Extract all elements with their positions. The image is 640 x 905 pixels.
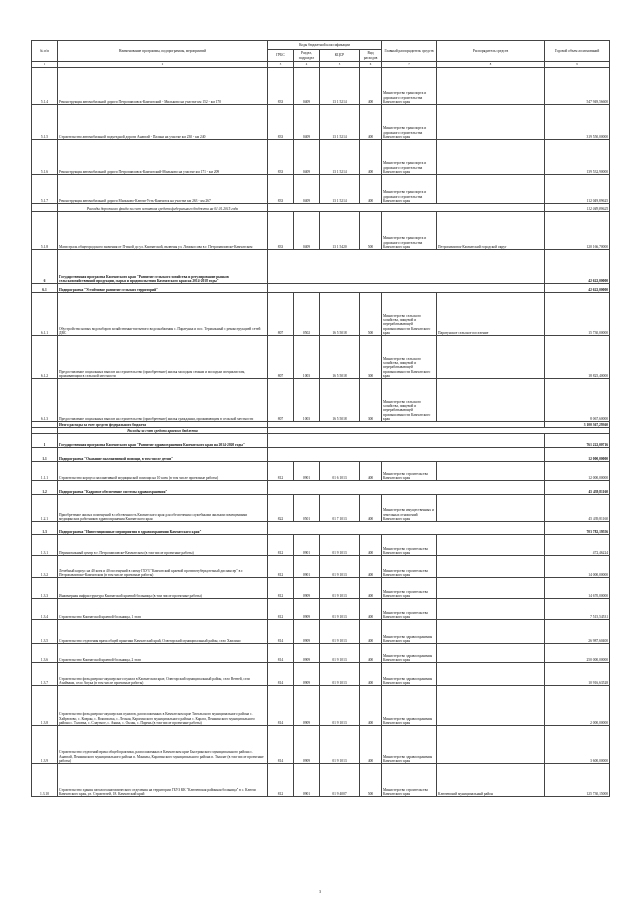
row-vr: 400 <box>360 620 382 644</box>
row-razdel: 0909 <box>294 599 320 620</box>
col-header-num: № п/п <box>32 41 58 62</box>
row-number: 6.1.1 <box>32 293 58 336</box>
row-name: Перинатальный центр в г. Петропавловске-Камчатском (в том числе проектные работы) <box>58 535 268 556</box>
row-empty <box>268 448 545 462</box>
row-grbs: 812 <box>268 599 294 620</box>
row-empty <box>268 434 545 448</box>
row-name: Предоставление социальных выплат на строительство (приобретение) жилья гражданам, проживающим в сельской местности <box>58 379 268 422</box>
row-number: 6.1.3 <box>32 379 58 422</box>
row-amount: 547 949,56600 <box>545 68 610 105</box>
row-total-amount: 3 100 367,29360 <box>545 422 610 428</box>
row-kcsr: 01 9 4007 <box>320 764 360 797</box>
row-recipient <box>437 686 545 726</box>
budget-table-page <box>31 40 609 797</box>
row-number: 5.1.5 <box>32 105 58 140</box>
row-razdel: 0409 <box>294 175 320 204</box>
col-header-kbk-group: Коды бюджетной классификации <box>268 41 382 50</box>
row-kcsr: 01 9 1013 <box>320 620 360 644</box>
row-number: 5.1.4 <box>32 68 58 105</box>
row-kcsr: 13 1 5214 <box>320 105 360 140</box>
row-empty <box>268 284 545 293</box>
row-vr: 300 <box>360 379 382 422</box>
row-amount: 7 515,54531 <box>545 599 610 620</box>
row-vr: 400 <box>360 644 382 663</box>
table-row <box>32 764 610 797</box>
row-amount: 2 000,00000 <box>545 686 610 726</box>
row-distributor: Министерство строительства Камчатского края <box>382 764 437 797</box>
row-number: 5.1.7 <box>32 175 58 204</box>
row-name: Подпрограмма "Оказание паллиативной помощи, в том числе детям" <box>58 448 268 462</box>
row-amount: 14 670,00000 <box>545 578 610 599</box>
table-row <box>32 68 610 105</box>
table-row <box>32 250 610 284</box>
row-number: 1 <box>32 434 58 448</box>
table-row <box>32 175 610 204</box>
budget-table <box>31 40 610 797</box>
row-grbs: 814 <box>268 726 294 764</box>
row-name: Строительство Камчатской краевой больницы, 1 этап <box>58 599 268 620</box>
row-grbs: 814 <box>268 620 294 644</box>
row-number: 1.3.9 <box>32 726 58 764</box>
table-row <box>32 284 610 293</box>
row-grbs: 833 <box>268 175 294 204</box>
row-number: 1.1.1 <box>32 462 58 481</box>
table-row <box>32 522 610 535</box>
table-row <box>32 434 610 448</box>
row-name: Подпрограмма "Устойчивое развитие сельских территорий" <box>58 284 268 293</box>
row-name: Предоставление социальных выплат на строительство (приобретение) жилья молодым семьям и молодым специалистам, проживающим в сельской местности <box>58 336 268 379</box>
row-number: 1.3.7 <box>32 663 58 686</box>
row-grbs: 807 <box>268 336 294 379</box>
row-distributor: Министерство сельского хозяйства, пищевой и перерабатывающей промышленности Камчатского края <box>382 293 437 336</box>
column-index: 8 <box>437 62 545 68</box>
row-empty <box>32 204 58 212</box>
row-vr: 400 <box>360 140 382 175</box>
row-grbs: 812 <box>268 764 294 797</box>
row-razdel: 0409 <box>294 212 320 250</box>
row-razdel: 0901 <box>294 764 320 797</box>
row-distributor: Министерство строительства Камчатского края <box>382 462 437 481</box>
col-header-kcsr: КЦСР <box>320 50 360 62</box>
row-grbs: 833 <box>268 68 294 105</box>
row-vr: 400 <box>360 535 382 556</box>
row-vr: 400 <box>360 599 382 620</box>
row-kcsr: 01 9 1013 <box>320 663 360 686</box>
row-name: Строительство отделения врача общей практики Камчатский край, Олюторский муниципальный район, село Хаилино <box>58 620 268 644</box>
table-row <box>32 481 610 495</box>
row-kcsr: 01 9 1013 <box>320 556 360 578</box>
row-distributor: Министерство строительства Камчатского края <box>382 599 437 620</box>
table-row <box>32 726 610 764</box>
row-name: Строительство автомобильной подъездной дороги Анавгай - Палана на участке км 230 - км 240 <box>58 105 268 140</box>
row-number: 6.1.2 <box>32 336 58 379</box>
row-amount: 3 600,00000 <box>545 726 610 764</box>
table-row <box>32 495 610 522</box>
row-amount: 18 825,40000 <box>545 336 610 379</box>
row-recipient <box>437 379 545 422</box>
row-number: 1.3.5 <box>32 620 58 644</box>
row-vr: 300 <box>360 336 382 379</box>
table-row <box>32 204 610 212</box>
row-grbs: 814 <box>268 644 294 663</box>
row-amount: 12 000,00000 <box>545 448 610 462</box>
row-razdel: 0909 <box>294 578 320 599</box>
row-vr: 400 <box>360 726 382 764</box>
row-distributor: Министерство строительства Камчатского края <box>382 556 437 578</box>
row-distributor: Министерство здравоохранения Камчатского края <box>382 620 437 644</box>
row-name: Строительство Камчатской краевой больницы, 2 этап <box>58 644 268 663</box>
row-razdel: 0409 <box>294 68 320 105</box>
row-distributor: Министерство транспорта и дорожного строительства Камчатского края <box>382 105 437 140</box>
row-kcsr: 01 7 1013 <box>320 495 360 522</box>
row-name: Строительство фельдшерско-акушерского пункта в Камчатском крае, Олюторский муниципальный район, село Ветвей, село Ачайваям, село Апука (в том числе проектные работы) <box>58 663 268 686</box>
table-row <box>32 578 610 599</box>
row-vr: 500 <box>360 764 382 797</box>
row-number: 1.3.8 <box>32 686 58 726</box>
row-kcsr: 01 9 1013 <box>320 644 360 663</box>
row-razdel: 0501 <box>294 495 320 522</box>
row-vr: 400 <box>360 175 382 204</box>
row-distributor: Министерство сельского хозяйства, пищевой и перерабатывающей промышленности Камчатского края <box>382 336 437 379</box>
row-empty <box>268 522 545 535</box>
row-name: Подпрограмма "Кадровое обеспечение системы здравоохранения" <box>58 481 268 495</box>
row-name: Строительство отделений врача общей практики, расположенных в Камчатском крае Быстринского муниципального района с. Анавгай, Пенжинского муниципального района п. Манилы, Карагинского муниципального района п. Тымлат (в том числе проектные работы) <box>58 726 268 764</box>
table-row <box>32 379 610 422</box>
row-section-title: Расходы за счет средств краевого бюджета <box>58 428 268 434</box>
row-vr: 400 <box>360 68 382 105</box>
table-row <box>32 556 610 578</box>
row-distributor: Министерство здравоохранения Камчатского края <box>382 644 437 663</box>
row-number: 1.3.10 <box>32 764 58 797</box>
table-row <box>32 140 610 175</box>
row-razdel: 1003 <box>294 336 320 379</box>
column-index: 6 <box>360 62 382 68</box>
row-distributor: Министерство транспорта и дорожного строительства Камчатского края <box>382 68 437 105</box>
row-number: 5.1.6 <box>32 140 58 175</box>
row-vr: 400 <box>360 578 382 599</box>
row-recipient <box>437 105 545 140</box>
row-grbs: 833 <box>268 105 294 140</box>
row-razdel: 0901 <box>294 556 320 578</box>
row-distributor: Министерство транспорта и дорожного строительства Камчатского края <box>382 212 437 250</box>
row-amount: 26 987,60400 <box>545 620 610 644</box>
row-recipient <box>437 578 545 599</box>
row-kcsr: 01 9 1013 <box>320 599 360 620</box>
row-kcsr: 13 1 5214 <box>320 175 360 204</box>
row-name: Строительство корпуса паллиативной медицинской помощи на 10 коек (в том числе проектные работы) <box>58 462 268 481</box>
row-vr: 400 <box>360 663 382 686</box>
row-number: 6.1 <box>32 284 58 293</box>
row-amount: 45 439,81160 <box>545 495 610 522</box>
row-empty <box>268 481 545 495</box>
row-empty <box>268 204 545 212</box>
row-grbs: 822 <box>268 495 294 522</box>
row-amount: 112 049,89625 <box>545 204 610 212</box>
table-row <box>32 663 610 686</box>
column-index: 2 <box>58 62 268 68</box>
row-razdel: 0909 <box>294 644 320 663</box>
table-row <box>32 462 610 481</box>
page-number: 3 <box>319 889 321 894</box>
table-row <box>32 535 610 556</box>
row-vr: 400 <box>360 686 382 726</box>
row-kcsr: 16 5 5018 <box>320 293 360 336</box>
column-index: 4 <box>294 62 320 68</box>
row-distributor: Министерство здравоохранения Камчатского края <box>382 726 437 764</box>
row-grbs: 812 <box>268 556 294 578</box>
row-number: 1.3.4 <box>32 599 58 620</box>
row-amount: 120 166,70000 <box>545 212 610 250</box>
row-recipient <box>437 644 545 663</box>
row-grbs: 812 <box>268 535 294 556</box>
row-kcsr: 16 5 5018 <box>320 336 360 379</box>
row-amount: 112 049,89625 <box>545 175 610 204</box>
row-razdel: 0409 <box>294 105 320 140</box>
row-distributor: Министерство имущественных и земельных отношений Камчатского края <box>382 495 437 522</box>
row-recipient: Ключевский муниципальный район <box>437 764 545 797</box>
row-name: Лечебный корпус на 40 коек и 40 посещений в смену ГБУЗ "Камчатский краевой противотуберкулезный диспансер" в г. Петропавловске-Камчатском (в том числе проектные работы) <box>58 556 268 578</box>
row-name: Реконструкция автомобильной дороги Петропавловск-Камчатский - Мильково на участке км 152 - км 170 <box>58 68 268 105</box>
row-name: Обустройство новых водозаборов хозяйственно-питьевого водоснабжения с. Паратунка и пос. Термальный с реконструкцией сетей ДВС <box>58 293 268 336</box>
row-amount: 10 916,63528 <box>545 663 610 686</box>
row-name: Строительство фельдшерско-акушерских пунктов, расположенных в Камчатском крае Тигильского муниципального района с. Хайрюзово, с. Ковран, с. Воямполка, с. Лесная, Карагинского муниципального района с. Карага, Пенжинского муниципального района с. Таловка, с. Слаутное, с. Аянка, с. Оклан, с. Парень (в том числе проектные работы) <box>58 686 268 726</box>
table-row <box>32 105 610 140</box>
row-recipient: Паратунское сельское поселение <box>437 293 545 336</box>
col-header-name: Наименование программы, подпрограммы, мероприятий <box>58 41 268 62</box>
row-distributor: Министерство сельского хозяйства, пищевой и перерабатывающей промышленности Камчатского края <box>382 379 437 422</box>
row-amount: 250 000,00000 <box>545 644 610 663</box>
row-grbs: 814 <box>268 663 294 686</box>
row-name: Реконструкция автомобильной дороги Мильково-Ключи-Усть-Камчатск на участке км 263 - км 267 <box>58 175 268 204</box>
row-amount: 703 782,19556 <box>545 522 610 535</box>
row-razdel: 0901 <box>294 462 320 481</box>
table-row <box>32 293 610 336</box>
row-grbs: 833 <box>268 140 294 175</box>
row-recipient <box>437 620 545 644</box>
row-amount: 761 222,00716 <box>545 434 610 448</box>
row-amount: 14 000,00000 <box>545 556 610 578</box>
row-number: 6 <box>32 250 58 284</box>
row-distributor: Министерство здравоохранения Камчатского края <box>382 663 437 686</box>
row-name: Приобретение жилых помещений в собственность Камчатского края для обеспечения служебными жилыми помещениями медицинских работников здравоохранения Камчатского края <box>58 495 268 522</box>
row-vr: 400 <box>360 105 382 140</box>
row-number: 1.3.2 <box>32 556 58 578</box>
row-number: 1.2 <box>32 481 58 495</box>
row-razdel: 0909 <box>294 620 320 644</box>
row-name: Подпрограмма "Инвестиционные мероприятия в здравоохранении Камчатского края" <box>58 522 268 535</box>
table-row <box>32 599 610 620</box>
row-distributor: Министерство строительства Камчатского края <box>382 535 437 556</box>
row-amount: 8 067,60000 <box>545 379 610 422</box>
row-amount: 42 622,00000 <box>545 284 610 293</box>
row-total-label: Итого расходы за счет средств федерального бюджета <box>58 422 268 428</box>
row-grbs: 812 <box>268 462 294 481</box>
row-name: Реконструкция автомобильной дороги Петропавловск-Камчатский-Мильково на участке км 171 - км 209 <box>58 140 268 175</box>
table-row <box>32 336 610 379</box>
row-razdel: 0909 <box>294 663 320 686</box>
row-recipient <box>437 556 545 578</box>
row-amount: 139 532,90000 <box>545 140 610 175</box>
row-kcsr: 13 1 5214 <box>320 68 360 105</box>
row-vr: 500 <box>360 212 382 250</box>
row-number: 1.3 <box>32 522 58 535</box>
table-row <box>32 212 610 250</box>
row-vr: 400 <box>360 495 382 522</box>
row-amount: 45 439,81160 <box>545 481 610 495</box>
col-header-recipient: Распорядитель средств <box>437 41 545 62</box>
table-row <box>32 620 610 644</box>
col-header-distributor: Главный распорядитель средств <box>382 41 437 62</box>
row-name: Государственная программа Камчатского края "Развитие здравоохранения Камчатского края на 2014-2020 годы" <box>58 434 268 448</box>
row-amount: 472,46224 <box>545 535 610 556</box>
row-kcsr: 01 9 1013 <box>320 535 360 556</box>
row-razdel: 1003 <box>294 379 320 422</box>
row-kcsr: 01 9 1013 <box>320 578 360 599</box>
row-recipient <box>437 140 545 175</box>
row-razdel: 0409 <box>294 140 320 175</box>
table-body <box>32 68 610 797</box>
column-index: 7 <box>382 62 437 68</box>
column-index: 1 <box>32 62 58 68</box>
row-name: Инженерная инфраструктура Камчатской краевой больницы (в том числе проектные работы) <box>58 578 268 599</box>
col-header-razdel: Раздел, подраздел <box>294 50 320 62</box>
col-header-grbs: ГРБС <box>268 50 294 62</box>
row-recipient <box>437 663 545 686</box>
row-recipient <box>437 175 545 204</box>
row-number: 1.3.1 <box>32 535 58 556</box>
column-index: 9 <box>545 62 610 68</box>
row-name: Государственная программа Камчатского края "Развитие сельского хозяйства и регулирование рынков сельскохозяйственной продукции, сырья и продовольствия Камчатского края на 2014-2018 годы" <box>58 250 268 284</box>
row-number: 1.3.6 <box>32 644 58 663</box>
row-distributor: Министерство транспорта и дорожного строительства Камчатского края <box>382 175 437 204</box>
table-row <box>32 448 610 462</box>
row-amount: 12 000,00000 <box>545 462 610 481</box>
row-amount: 42 622,00000 <box>545 250 610 284</box>
row-recipient <box>437 462 545 481</box>
row-grbs: 833 <box>268 212 294 250</box>
row-amount: 319 550,00000 <box>545 105 610 140</box>
row-recipient <box>437 726 545 764</box>
row-grbs: 807 <box>268 293 294 336</box>
row-recipient: Петропавловск-Камчатский городской округ <box>437 212 545 250</box>
col-header-amount: Годовой объем ассигнований <box>545 41 610 62</box>
row-grbs: 814 <box>268 686 294 726</box>
col-header-vr: Вид расходов <box>360 50 382 62</box>
row-recipient <box>437 336 545 379</box>
row-name: Строительство здания патологоанатомического отделения на территории ГБУЗ КК "Ключевская районная больница" в с. Ключи Камчатского края, ул. Строителей, 18. Камчатский край <box>58 764 268 797</box>
row-razdel: 0909 <box>294 686 320 726</box>
row-kcsr: 01 9 1013 <box>320 726 360 764</box>
row-name: Магистраль общегородского значения от П-иной до ул. Камчатской, включая ул. Ломоносова в г. Петропавловске-Камчатском <box>58 212 268 250</box>
column-index: 3 <box>268 62 294 68</box>
row-vr: 400 <box>360 462 382 481</box>
row-razdel: 0901 <box>294 535 320 556</box>
row-razdel: 0502 <box>294 293 320 336</box>
row-vr: 400 <box>360 556 382 578</box>
row-kcsr: 13 1 5214 <box>320 140 360 175</box>
row-note: Расходы дорожного фонда за счет остатков средств федерального бюджета на 01.01.2015 года <box>58 204 268 212</box>
table-row <box>32 686 610 726</box>
row-recipient <box>437 535 545 556</box>
row-grbs: 812 <box>268 578 294 599</box>
row-kcsr: 01 6 1013 <box>320 462 360 481</box>
row-number: 5.1.8 <box>32 212 58 250</box>
row-number: 1.3.3 <box>32 578 58 599</box>
row-recipient <box>437 495 545 522</box>
row-recipient <box>437 599 545 620</box>
row-grbs: 807 <box>268 379 294 422</box>
row-amount: 15 730,00000 <box>545 293 610 336</box>
column-index: 5 <box>320 62 360 68</box>
row-recipient <box>437 68 545 105</box>
row-razdel: 0909 <box>294 726 320 764</box>
row-kcsr: 13 1 5420 <box>320 212 360 250</box>
row-number: 1.2.1 <box>32 495 58 522</box>
row-number: 1.1 <box>32 448 58 462</box>
row-distributor: Министерство строительства Камчатского края <box>382 578 437 599</box>
row-empty <box>268 250 545 284</box>
row-amount: 125 730,15000 <box>545 764 610 797</box>
row-kcsr: 01 9 1013 <box>320 686 360 726</box>
row-distributor: Министерство здравоохранения Камчатского края <box>382 686 437 726</box>
row-distributor: Министерство транспорта и дорожного строительства Камчатского края <box>382 140 437 175</box>
row-vr: 500 <box>360 293 382 336</box>
row-kcsr: 16 5 5018 <box>320 379 360 422</box>
table-row <box>32 644 610 663</box>
